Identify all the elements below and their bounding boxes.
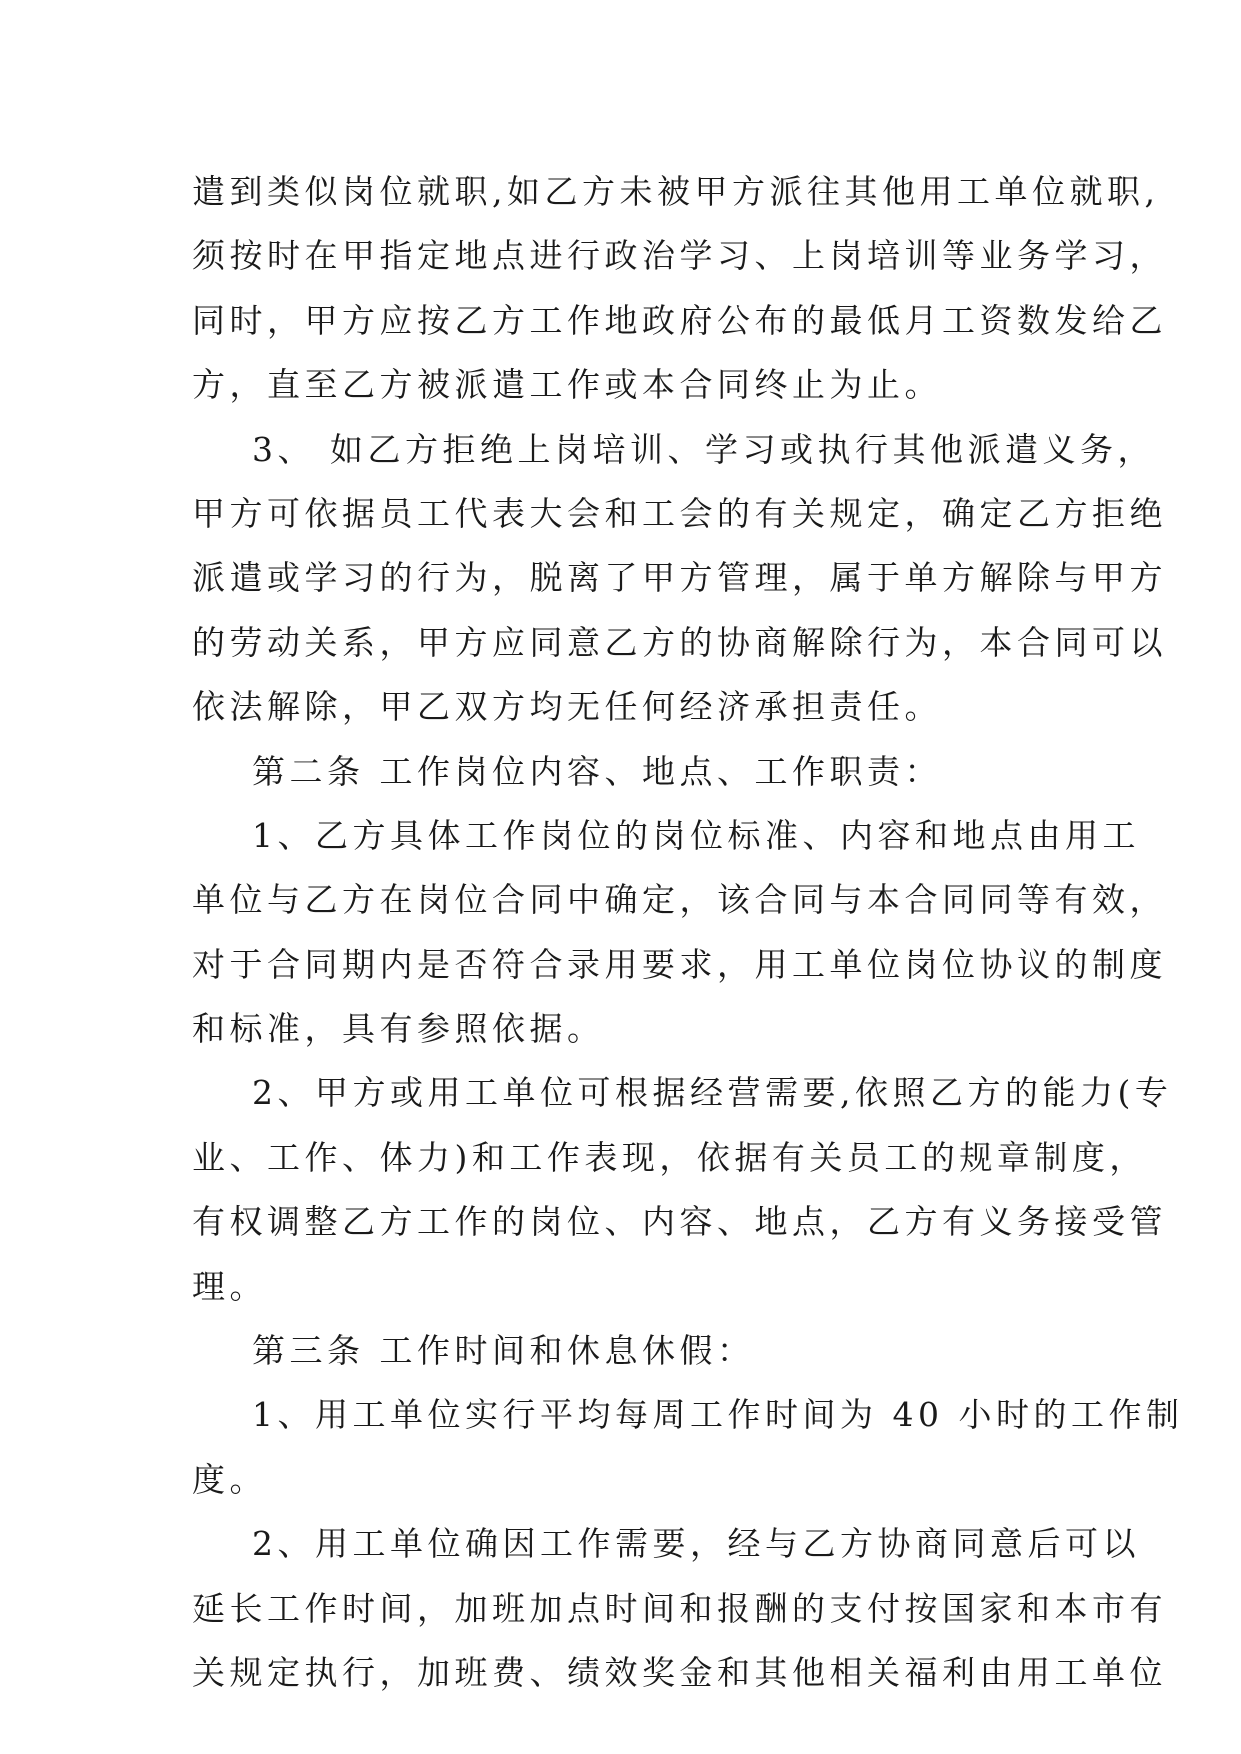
text-line: 延长工作时间，加班加点时间和报酬的支付按国家和本市有: [192, 1588, 1167, 1628]
text-line: 有权调整乙方工作的岗位、内容、地点，乙方有义务接受管: [192, 1202, 1167, 1242]
text-line: 2、用工单位确因工作需要，经与乙方协商同意后可以: [252, 1524, 1140, 1564]
text-line: 须按时在甲指定地点进行政治学习、上岗培训等业务学习，: [192, 236, 1167, 276]
text-line: 业、工作、体力)和工作表现，依据有关员工的规章制度，: [192, 1137, 1147, 1177]
text-line: 关规定执行，加班费、绩效奖金和其他相关福利由用工单位: [192, 1652, 1167, 1692]
text-line: 1、用工单位实行平均每周工作时间为 40 小时的工作制: [252, 1395, 1184, 1435]
document-body: [192, 160, 1184, 1705]
text-line: 和标准，具有参照依据。: [192, 1009, 605, 1049]
text-line: 同时，甲方应按乙方工作地政府公布的最低月工资数发给乙: [192, 300, 1167, 340]
text-line: 依法解除，甲乙双方均无任何经济承担责任。: [192, 687, 942, 727]
text-line: 度。: [192, 1459, 267, 1499]
section-heading: 第三条 工作时间和休息休假：: [252, 1331, 755, 1371]
text-line: 派遣或学习的行为，脱离了甲方管理，属于单方解除与甲方: [192, 558, 1167, 598]
text-line: 单位与乙方在岗位合同中确定，该合同与本合同同等有效，: [192, 880, 1167, 920]
text-line: 方，直至乙方被派遣工作或本合同终止为止。: [192, 365, 942, 405]
text-line: 2、甲方或用工单位可根据经营需要,依照乙方的能力(专: [252, 1073, 1173, 1113]
text-line: 遣到类似岗位就职,如乙方未被甲方派往其他用工单位就职,: [192, 172, 1160, 211]
text-line: 的劳动关系，甲方应同意乙方的协商解除行为，本合同可以: [192, 622, 1167, 662]
text-line: 甲方可依据员工代表大会和工会的有关规定，确定乙方拒绝: [192, 493, 1167, 533]
text-line: 对于合同期内是否符合录用要求，用工单位岗位协议的制度: [192, 944, 1167, 984]
text-line: 3、 如乙方拒绝上岗培训、学习或执行其他派遣义务，: [252, 429, 1155, 469]
text-line: 1、乙方具体工作岗位的岗位标准、内容和地点由用工: [252, 815, 1140, 855]
text-line: 理。: [192, 1266, 267, 1306]
section-heading: 第二条 工作岗位内容、地点、工作职责：: [252, 751, 942, 791]
